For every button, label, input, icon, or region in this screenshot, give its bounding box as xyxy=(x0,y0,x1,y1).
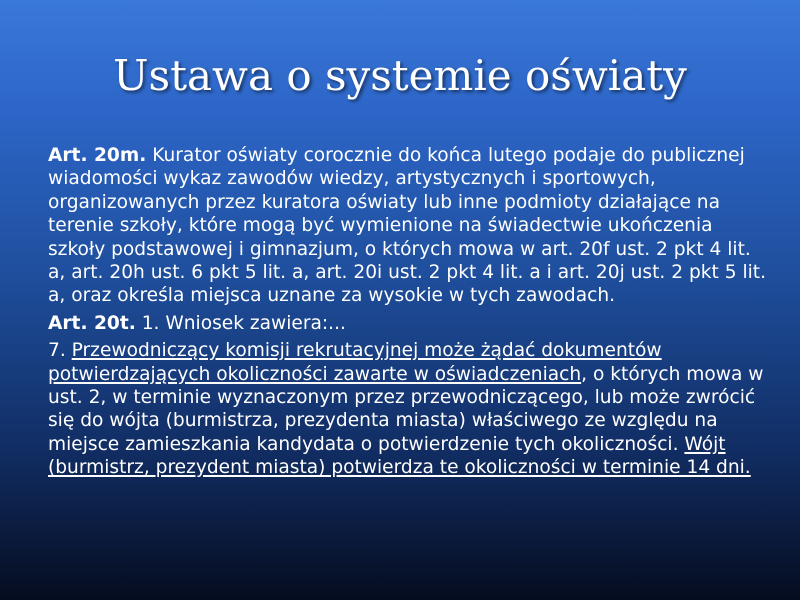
paragraph-text: 1. Wniosek zawiera:... xyxy=(135,312,346,334)
paragraph-point-7 xyxy=(48,339,768,479)
paragraph-text: Kurator oświaty corocznie do końca lutego podaje do publicznej wiadomości wykaz zawodów wiedzy, artystycznych i sportowych, organizowanych przez kuratora oświaty lub inne podmioty działające na terenie szkoły, które mogą być wymienione na świadectwie ukończenia szkoły podstawowej i gimnazjum, o których mowa w art. 20f ust. 2 pkt 4 lit. a, art. 20h ust. 6 pkt 5 lit. a, art. 20i ust. 2 pkt 4 lit. a i art. 20j ust. 2 pkt 5 lit. a, oraz określa miejsca uznane za wysokie w tych zawodach. xyxy=(48,145,767,307)
article-label: Art. 20t. xyxy=(48,312,136,334)
underlined-text: Przewodniczący komisji rekrutacyjnej może żądać dokumentów potwierdzających okoliczności zawarte w oświadczeniach xyxy=(48,340,662,385)
paragraph-art-20t xyxy=(48,312,768,335)
point-number: 7. xyxy=(48,340,72,362)
article-label: Art. 20m. xyxy=(48,145,147,166)
underlined-text: Wójt (burmistrz, prezydent miasta) potwierdza te okoliczności w terminie 14 dni. xyxy=(48,433,751,479)
slide-content xyxy=(48,144,768,484)
slide-title: Ustawa o systemie oświaty xyxy=(113,51,687,100)
paragraph-text: , o których mowa w ust. 2, w terminie wyznaczonym przez przewodniczącego, lub może zwrócić się do wójta (burmistrza, prezydenta miasta) właściwego ze względu na miejsce zamieszkania kandydata o potwierdzenie tych okoliczności. xyxy=(48,363,764,455)
paragraph-art-20m xyxy=(48,144,768,308)
